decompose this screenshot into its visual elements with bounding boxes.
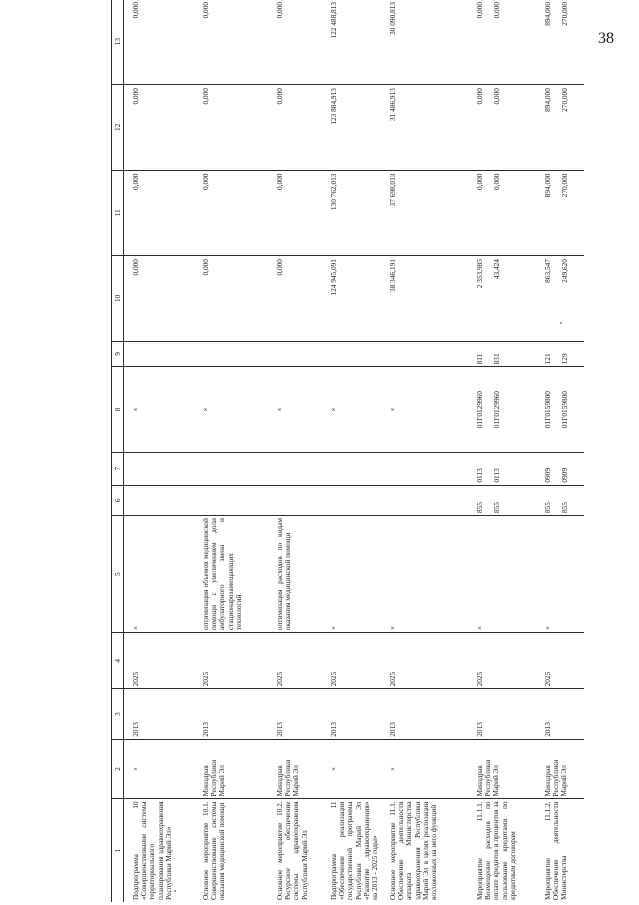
amount-cell-value: 30 090,813	[388, 2, 397, 35]
expected-result-cell: ×	[322, 516, 381, 633]
section-code-cell	[381, 452, 468, 485]
section-code-cell-value: 0113	[475, 468, 484, 483]
section-code-cell	[322, 452, 381, 485]
target-article-cell	[322, 367, 381, 452]
amount-cell-value: 0,000	[492, 88, 502, 105]
start-year-cell: 2013	[268, 689, 322, 739]
amount-cell	[124, 85, 195, 170]
amount-cell	[381, 0, 468, 85]
executor-cell: Минздрав Республики Марий Эл	[536, 739, 584, 799]
executor-cell: Минздрав Республики Марий Эл	[194, 739, 268, 799]
amount-cell-value: 894,000	[543, 173, 552, 198]
amount-cell	[322, 85, 381, 170]
amount-2013-cell	[194, 256, 268, 341]
section-code-cell	[268, 452, 322, 485]
expense-type-cell	[381, 341, 468, 367]
program-name-cell: Подпрограмма 10 «Совершенствование системы территориального планирования здравоохранения Республики Марий Эл»	[131, 801, 173, 900]
column-number: 7	[112, 452, 124, 485]
amount-cell-value: 0,000	[475, 2, 484, 19]
amount-cell-value: 894,000	[543, 88, 552, 112]
target-article-cell	[468, 367, 536, 452]
table-row	[124, 0, 195, 902]
amount-cell	[268, 170, 322, 255]
executor-cell: ×	[322, 739, 381, 799]
grbs-cell	[322, 485, 381, 515]
executor-cell: Минздрав Республики Марий Эл	[268, 739, 322, 799]
expense-type-cell	[536, 341, 584, 367]
amount-2013-cell	[268, 256, 322, 341]
amount-cell-value: 0,000	[492, 2, 502, 19]
table-row	[194, 0, 268, 902]
column-number: 6	[112, 485, 124, 515]
amount-cell	[124, 170, 195, 255]
target-article-cell-value: 01Г0129960	[492, 391, 502, 429]
table-row	[268, 0, 322, 902]
amount-2013-cell	[381, 256, 468, 341]
expense-type-cell	[322, 341, 381, 367]
amount-cell-value: 270,000	[560, 173, 570, 198]
amount-cell-value: 0,000	[492, 173, 502, 191]
program-name-cell: Мероприятие 11.1.1. Возмещение расходов по оплате кредитов и процентов за пользование кредитами по кредитным договорам	[475, 801, 517, 900]
amount-2013-cell-value: 0,000	[201, 259, 210, 276]
section-code-cell	[468, 452, 536, 485]
amount-cell	[322, 170, 381, 255]
column-number: 11	[112, 170, 124, 255]
expected-result-cell: ×	[124, 516, 195, 633]
amount-cell-value: 37 698,013	[388, 173, 397, 207]
grbs-cell-value: 855	[560, 502, 570, 514]
column-number: 9	[112, 341, 124, 367]
column-number: 1	[112, 799, 124, 902]
amount-2013-cell-value: 43,424	[492, 259, 502, 280]
column-number: 10	[112, 256, 124, 341]
section-code-cell-value: 0909	[560, 468, 570, 483]
end-year-cell: 2025	[322, 633, 381, 689]
amount-cell-value: 123 884,913	[329, 88, 338, 125]
budget-table	[111, 0, 584, 902]
section-code-cell-value: 0909	[543, 468, 552, 483]
section-code-cell	[194, 452, 268, 485]
amount-cell-value: 0,000	[131, 88, 140, 105]
amount-cell-value: 0,000	[201, 88, 210, 105]
amount-2013-cell-value: 0,000	[131, 259, 140, 276]
grbs-cell	[268, 485, 322, 515]
amount-cell	[536, 85, 584, 170]
amount-cell-value: 31 486,913	[388, 88, 397, 121]
grbs-cell	[194, 485, 268, 515]
target-article-cell	[268, 367, 322, 452]
start-year-cell: 2013	[322, 689, 381, 739]
expected-result-cell: ×	[468, 516, 536, 633]
target-article-cell	[381, 367, 468, 452]
executor-cell: ×	[381, 739, 468, 799]
target-article-cell-value: 01Г0159800	[560, 391, 570, 429]
section-code-cell	[536, 452, 584, 485]
column-number-row	[112, 0, 124, 902]
start-year-cell: 2013	[381, 689, 468, 739]
amount-2013-cell	[322, 256, 381, 341]
amount-cell	[194, 0, 268, 85]
amount-cell-value: 0,000	[275, 88, 284, 105]
executor-cell: Минздрав Республики Марий Эл	[468, 739, 536, 799]
column-number: 2	[112, 739, 124, 799]
grbs-cell-value: 855	[475, 502, 484, 514]
target-article-cell-value: ×	[388, 407, 397, 412]
grbs-cell	[381, 485, 468, 515]
end-year-cell: 2025	[468, 633, 536, 689]
amount-2013-cell	[124, 256, 195, 341]
expense-type-cell	[468, 341, 536, 367]
amount-cell	[194, 170, 268, 255]
amount-cell-value: 0,000	[475, 173, 484, 191]
end-year-cell: 2025	[124, 633, 195, 689]
executor-cell: ×	[124, 739, 195, 799]
amount-cell	[268, 85, 322, 170]
program-name-cell: Мероприятие 11.1.2. Обеспечение деятельности Министерства	[543, 801, 569, 900]
start-year-cell: 2013	[468, 689, 536, 739]
grbs-cell	[124, 485, 195, 515]
target-article-cell	[194, 367, 268, 452]
scan-speck	[560, 322, 562, 324]
start-year-cell: 2013	[124, 689, 195, 739]
amount-cell	[194, 85, 268, 170]
column-number: 13	[112, 0, 124, 85]
amount-cell-value: 0,000	[275, 173, 284, 191]
amount-cell	[536, 0, 584, 85]
target-article-cell-value: ×	[329, 407, 338, 412]
table-row	[322, 0, 381, 902]
start-year-cell: 2013	[536, 689, 584, 739]
budget-table-rotated	[111, 0, 621, 902]
amount-cell-value: 0,000	[475, 88, 484, 105]
amount-2013-cell-value: 0,000	[275, 259, 284, 276]
amount-cell-value: 894,000	[543, 2, 552, 26]
grbs-cell	[536, 485, 584, 515]
expected-result-cell: оптимизация расходов по видам оказания медицинской помощи	[268, 516, 322, 633]
amount-2013-cell-value: 124 945,091	[329, 259, 338, 296]
amount-cell-value: 122 488,813	[329, 2, 338, 39]
amount-2013-cell	[468, 256, 536, 341]
target-article-cell	[124, 367, 195, 452]
amount-cell	[322, 0, 381, 85]
table-row	[381, 0, 468, 902]
scan-speck	[174, 890, 176, 892]
program-name-cell: Основное мероприятие 10.1. Совершенствование системы оказания медицинской помощи	[201, 801, 227, 900]
amount-cell-value: 270,000	[560, 2, 570, 26]
expense-type-cell-value: 831	[492, 353, 502, 365]
section-code-cell	[124, 452, 195, 485]
expense-type-cell-value: 121	[543, 353, 552, 365]
start-year-cell: 2013	[194, 689, 268, 739]
column-number: 5	[112, 516, 124, 633]
table-body	[124, 0, 585, 902]
expected-result-cell: ×	[381, 516, 468, 633]
expense-type-cell-value: 811	[475, 353, 484, 365]
column-number: 3	[112, 689, 124, 739]
grbs-cell-value: 855	[543, 502, 552, 514]
amount-cell	[468, 0, 536, 85]
program-name-cell: Подпрограмма 11 «Обеспечение реализации государственной программы Республики Марий Эл «Развитие здравоохранения» на 2013 - 2025 годы»	[329, 801, 379, 900]
grbs-cell	[468, 485, 536, 515]
expected-result-cell: оптимизация объемов медицинской помощи с увеличением доли амбулаторного звена и стационарозамещающих технологий	[194, 516, 268, 633]
target-article-cell-value: 01Г0129960	[475, 391, 484, 429]
amount-cell-value: 130 762,013	[329, 173, 338, 211]
amount-2013-cell-value: 2 353,985	[475, 259, 484, 289]
amount-cell-value: 0,000	[201, 2, 210, 19]
amount-cell	[468, 85, 536, 170]
amount-cell-value: 0,000	[131, 173, 140, 191]
table-row	[536, 0, 584, 902]
amount-cell	[468, 170, 536, 255]
end-year-cell: 2025	[194, 633, 268, 689]
target-article-cell-value: 01Г0159800	[543, 391, 552, 429]
end-year-cell: 2025	[268, 633, 322, 689]
column-number: 4	[112, 633, 124, 689]
end-year-cell: 2025	[381, 633, 468, 689]
section-code-cell-value: 0113	[492, 468, 502, 483]
target-article-cell-value: ×	[201, 407, 210, 412]
expense-type-cell-value: 129	[560, 353, 570, 365]
amount-cell	[381, 85, 468, 170]
amount-cell	[268, 0, 322, 85]
target-article-cell-value: ×	[131, 407, 140, 412]
amount-2013-cell	[536, 256, 584, 341]
expense-type-cell	[124, 341, 195, 367]
amount-cell-value: 0,000	[275, 2, 284, 19]
expected-result-cell: ×	[536, 516, 584, 633]
amount-cell-value: 0,000	[201, 173, 210, 191]
amount-cell	[124, 0, 195, 85]
target-article-cell-value: ×	[275, 407, 284, 412]
amount-2013-cell-value: 249,620	[560, 259, 570, 283]
page-number: 38	[598, 30, 614, 47]
table-row	[468, 0, 536, 902]
amount-2013-cell-value: 863,547	[543, 259, 552, 283]
program-name-cell: Основное мероприятие 11.1. Обеспечение деятельности аппарата Министерства здравоохранения Республики Марий Эл в целях реализации возложенных на него функций	[388, 801, 438, 900]
amount-cell-value: 0,000	[131, 2, 140, 19]
amount-2013-cell-value: 38 346,191	[388, 259, 397, 292]
column-number: 12	[112, 85, 124, 170]
grbs-cell-value: 855	[492, 502, 502, 514]
amount-cell	[536, 170, 584, 255]
amount-cell-value: 270,000	[560, 88, 570, 112]
end-year-cell: 2025	[536, 633, 584, 689]
expense-type-cell	[194, 341, 268, 367]
program-name-cell: Основное мероприятие 10.2. Ресурсное обеспечение системы здравоохранения Республики Марий Эл	[275, 801, 309, 900]
amount-cell	[381, 170, 468, 255]
target-article-cell	[536, 367, 584, 452]
expense-type-cell	[268, 341, 322, 367]
column-number: 8	[112, 367, 124, 452]
